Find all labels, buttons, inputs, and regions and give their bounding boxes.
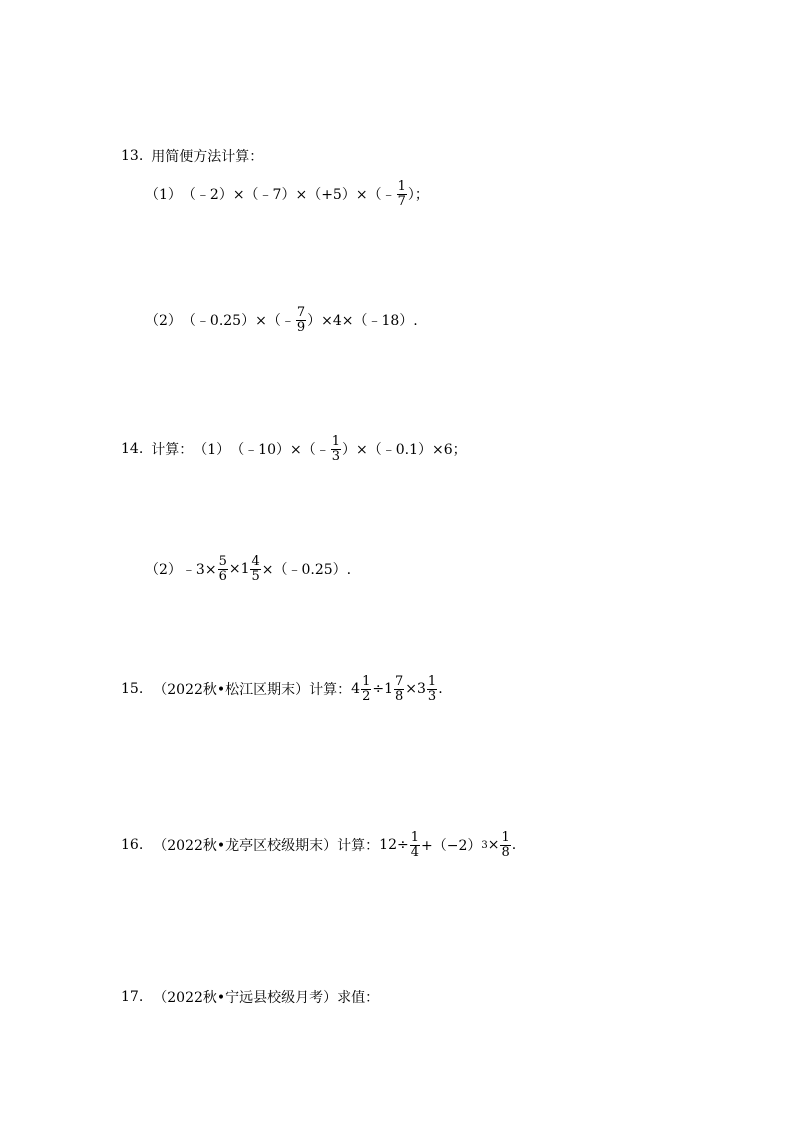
expression: ﹣3× <box>181 562 217 578</box>
fraction <box>331 435 341 464</box>
denominator: 9 <box>296 319 306 335</box>
fraction <box>218 555 228 584</box>
operator: × <box>487 837 500 853</box>
denominator: 4 <box>410 844 419 860</box>
expression: ×1 <box>228 561 250 577</box>
fraction <box>427 675 437 704</box>
denominator: 8 <box>395 688 404 704</box>
denominator: 7 <box>397 193 406 209</box>
operator: ÷1 <box>372 681 393 697</box>
expression: （﹣2）×（﹣7）×（+5）×（﹣ <box>181 187 396 203</box>
problem-stem: （2022秋•松江区期末）计算： <box>153 682 352 698</box>
numerator: 7 <box>395 673 404 689</box>
problem-stem: 计算： <box>151 442 194 458</box>
denominator: 2 <box>362 688 371 704</box>
problem-13-header <box>121 138 263 174</box>
denominator: 8 <box>501 844 510 860</box>
denominator: 3 <box>331 448 341 464</box>
part-label: （2） <box>145 562 182 578</box>
problem-stem: （2022秋•龙亭区校级期末）计算： <box>153 838 380 854</box>
fraction <box>500 831 510 860</box>
terminator: . <box>511 837 517 853</box>
operator: ×3 <box>405 681 426 697</box>
numerator: 1 <box>331 433 341 449</box>
numerator: 1 <box>362 673 371 689</box>
problem-number: 16. <box>121 837 144 853</box>
problem-17 <box>121 979 379 1015</box>
terminator: . <box>438 681 443 697</box>
fraction <box>394 675 404 704</box>
part-label: （1） <box>193 442 231 458</box>
numerator: 1 <box>410 829 419 845</box>
fraction <box>397 180 407 209</box>
expression: ）×（﹣0.1）×6； <box>342 442 467 458</box>
numerator: 1 <box>501 829 510 845</box>
fraction <box>250 555 260 584</box>
expression: 12÷ <box>379 837 409 853</box>
problem-14-part-2 <box>145 551 351 587</box>
denominator: 5 <box>251 568 260 584</box>
problem-16 <box>121 827 516 863</box>
numerator: 1 <box>427 673 437 689</box>
problem-stem: （2022秋•宁远县校级月考）求值： <box>153 990 380 1006</box>
part-label: （1） <box>145 187 182 203</box>
fraction <box>361 675 371 704</box>
expression: ）； <box>407 187 429 203</box>
denominator: 6 <box>218 568 227 584</box>
problem-stem: 用简便方法计算： <box>151 149 264 165</box>
problem-13-part-1 <box>145 176 429 212</box>
fraction <box>410 831 420 860</box>
numerator: 5 <box>218 553 227 569</box>
problem-number: 17. <box>121 989 144 1005</box>
problem-number: 14. <box>121 441 144 457</box>
expression: （﹣0.25）×（﹣ <box>181 313 295 329</box>
problem-number: 15. <box>121 681 144 697</box>
problem-14-part-1 <box>121 431 467 467</box>
part-label: （2） <box>145 313 182 329</box>
whole-number: 4 <box>351 681 361 697</box>
expression: +（−2） <box>420 838 482 854</box>
expression: （﹣10）×（﹣ <box>230 442 330 458</box>
fraction <box>296 306 306 335</box>
denominator: 3 <box>427 688 437 704</box>
numerator: 1 <box>397 178 406 194</box>
problem-13-part-2 <box>145 302 418 338</box>
expression: ）×4×（﹣18）. <box>307 313 418 329</box>
problem-number: 13. <box>121 148 144 164</box>
problem-15 <box>121 671 443 707</box>
numerator: 4 <box>251 553 260 569</box>
exponent: 3 <box>481 839 488 851</box>
numerator: 7 <box>296 304 306 320</box>
expression: ×（﹣0.25）. <box>261 562 352 578</box>
